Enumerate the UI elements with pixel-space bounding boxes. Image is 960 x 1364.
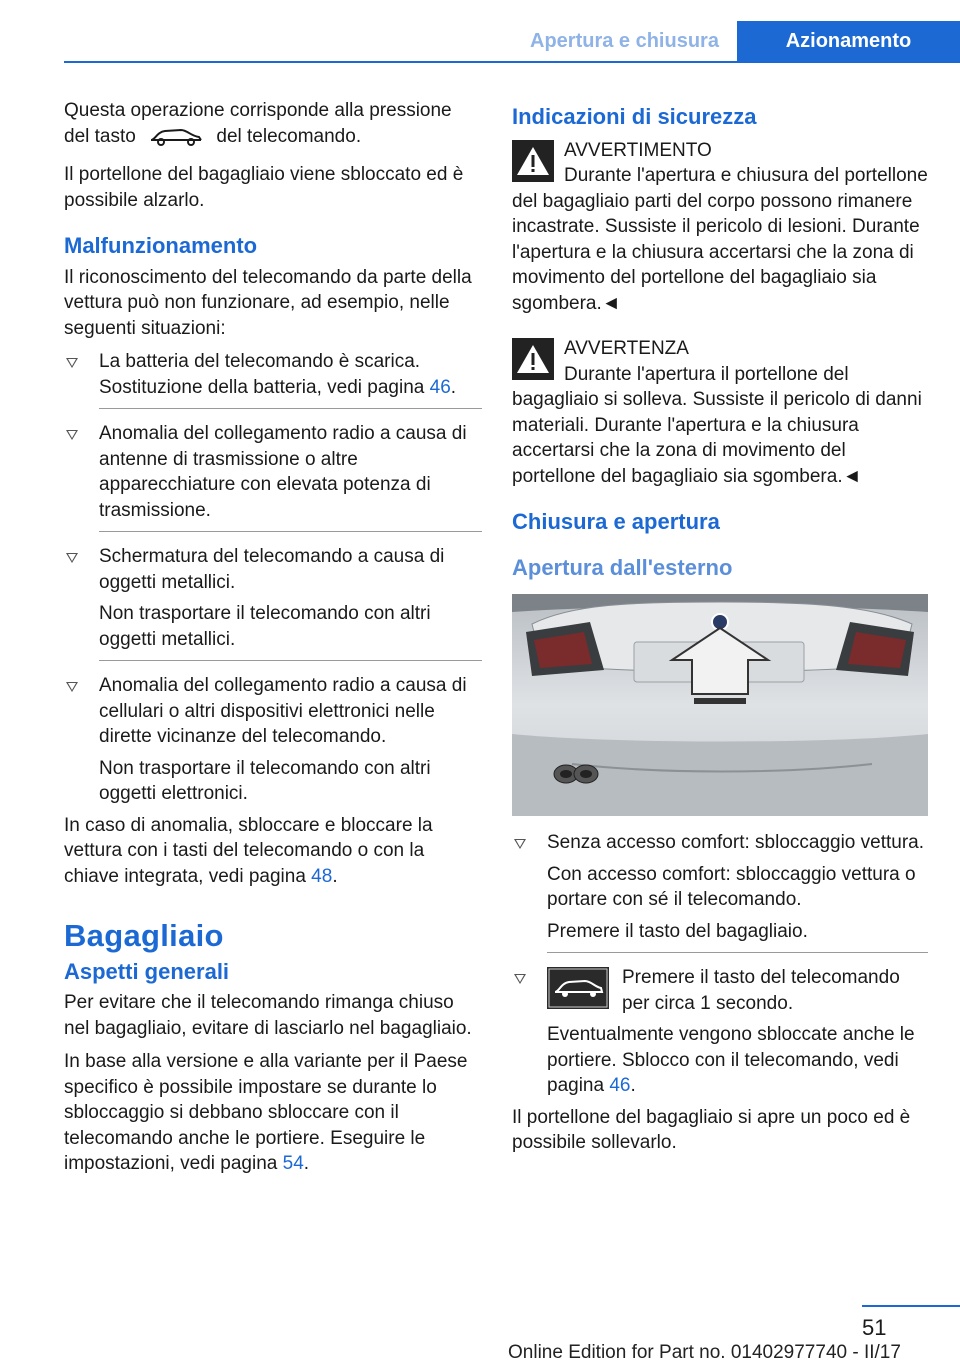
list-item: La batteria del telecomando è scarica. Sostituzione della batteria, vedi pagina 46. xyxy=(99,351,457,398)
list-item: Senza accesso comfort: sbloccaggio vettura. Con accesso comfort: sbloccaggio vettura o portare con sé il telecomando. Premere il tasto del bagagliaio. xyxy=(547,832,925,942)
heading-safety: Indicazioni di sicurezza xyxy=(512,104,757,129)
list-divider xyxy=(547,952,928,953)
warning-block: AVVERTIMENTO Durante l'apertura e chiusura del portellone del bagagliaio parti del corpo possono rimanere incastrate. Sussiste il pericolo di lesioni. Durante l'apertura e la chiusura accertarsi che la zona di movimento del portellone del bagagliaio sia sgombera.◄ xyxy=(512,139,928,314)
paragraph-malfunction-action: In caso di anomalia, sbloccare e bloccare la vettura con i tasti del telecomando o con la chiave integrata, vedi pagina 48. xyxy=(64,814,433,887)
car-rear-illustration xyxy=(512,594,928,816)
heading-malfunction: Malfunzionamento xyxy=(64,233,258,258)
heading-general: Aspetti generali xyxy=(64,958,230,984)
remote-trunk-button-icon xyxy=(547,967,609,1009)
list-item: Anomalia del collegamento radio a causa di cellulari o altri dispositivi elettronici nelle dirette vicinanze del telecomando. Non trasportare il telecomando con altri oggetti elettronici. xyxy=(99,675,467,804)
paragraph-general-2: In base alla versione e alla variante per il Paese specifico è possibile impostare se durante lo sbloccaggio si debbano sbloccare con il telecomando anche le portiere. Eseguire le impostazioni, vedi pagina 54. xyxy=(64,1051,468,1174)
footer-edition: Online Edition for Part no. 01402977740 - II/17 xyxy=(508,1342,901,1363)
warning-triangle-icon xyxy=(512,338,554,380)
page-link[interactable]: 46 xyxy=(609,1075,631,1096)
header-rule xyxy=(64,61,960,63)
page-number: 51 xyxy=(862,1315,887,1340)
list-item: Schermatura del telecomando a causa di oggetti metallici. Non trasportare il telecomando con altri oggetti metallici. xyxy=(99,546,445,650)
heading-closing-opening: Chiusura e apertura xyxy=(512,509,720,534)
paragraph-trunk-unlocked: Il portellone del bagagliaio viene sbloccato ed è possibile alzarlo. xyxy=(64,164,464,211)
heading-luggage: Bagagliaio xyxy=(64,918,224,953)
paragraph-general-1: Per evitare che il telecomando rimanga chiuso nel bagagliaio, evitare di lasciarlo nel bagagliaio. xyxy=(64,992,472,1039)
page-link[interactable]: 46 xyxy=(429,376,451,398)
header-section-title: Apertura e chiusura xyxy=(530,30,719,52)
list-item: Premere il tasto del telecomando per circa 1 secondo. Eventualmente vengono sbloccate anche le portiere. Sblocco con il telecomando, vedi pagina 46. xyxy=(547,967,915,1096)
list-divider xyxy=(99,660,482,661)
left-column xyxy=(64,98,482,1190)
paragraph-remote-button: Questa operazione corrisponde alla pressione del tasto del telecomando. xyxy=(64,100,452,147)
trunk-button-icon xyxy=(147,124,205,148)
list-item: Anomalia del collegamento radio a causa di antenne di trasmissione o altre apparecchiature con elevata potenza di trasmissione. xyxy=(99,423,467,521)
page-link[interactable]: 48 xyxy=(311,865,333,887)
list-divider xyxy=(99,531,482,532)
warning-block: AVVERTENZA Durante l'apertura il portellone del bagagliaio si solleva. Sussiste il pericolo di danni materiali. Durante l'apertura e la chiusura accertarsi che la zona di movimento del portellone del bagagliaio sia sgombera.◄ xyxy=(512,338,922,487)
right-column xyxy=(512,98,928,1169)
heading-open-outside: Apertura dall'esterno xyxy=(512,554,733,580)
header-chapter-tab: Azionamento xyxy=(737,21,960,61)
paragraph-trunk-opens: Il portellone del bagagliaio si apre un poco ed è possibile sollevarlo. xyxy=(512,1106,911,1153)
paragraph-malfunction-intro: Il riconoscimento del telecomando da parte della vettura può non funzionare, ad esempio, nelle seguenti situazioni: xyxy=(64,266,472,339)
warning-triangle-icon xyxy=(512,140,554,182)
page-link[interactable]: 54 xyxy=(282,1153,304,1174)
car-rear-image xyxy=(512,594,928,816)
footer-rule xyxy=(862,1305,960,1307)
list-divider xyxy=(99,408,482,409)
